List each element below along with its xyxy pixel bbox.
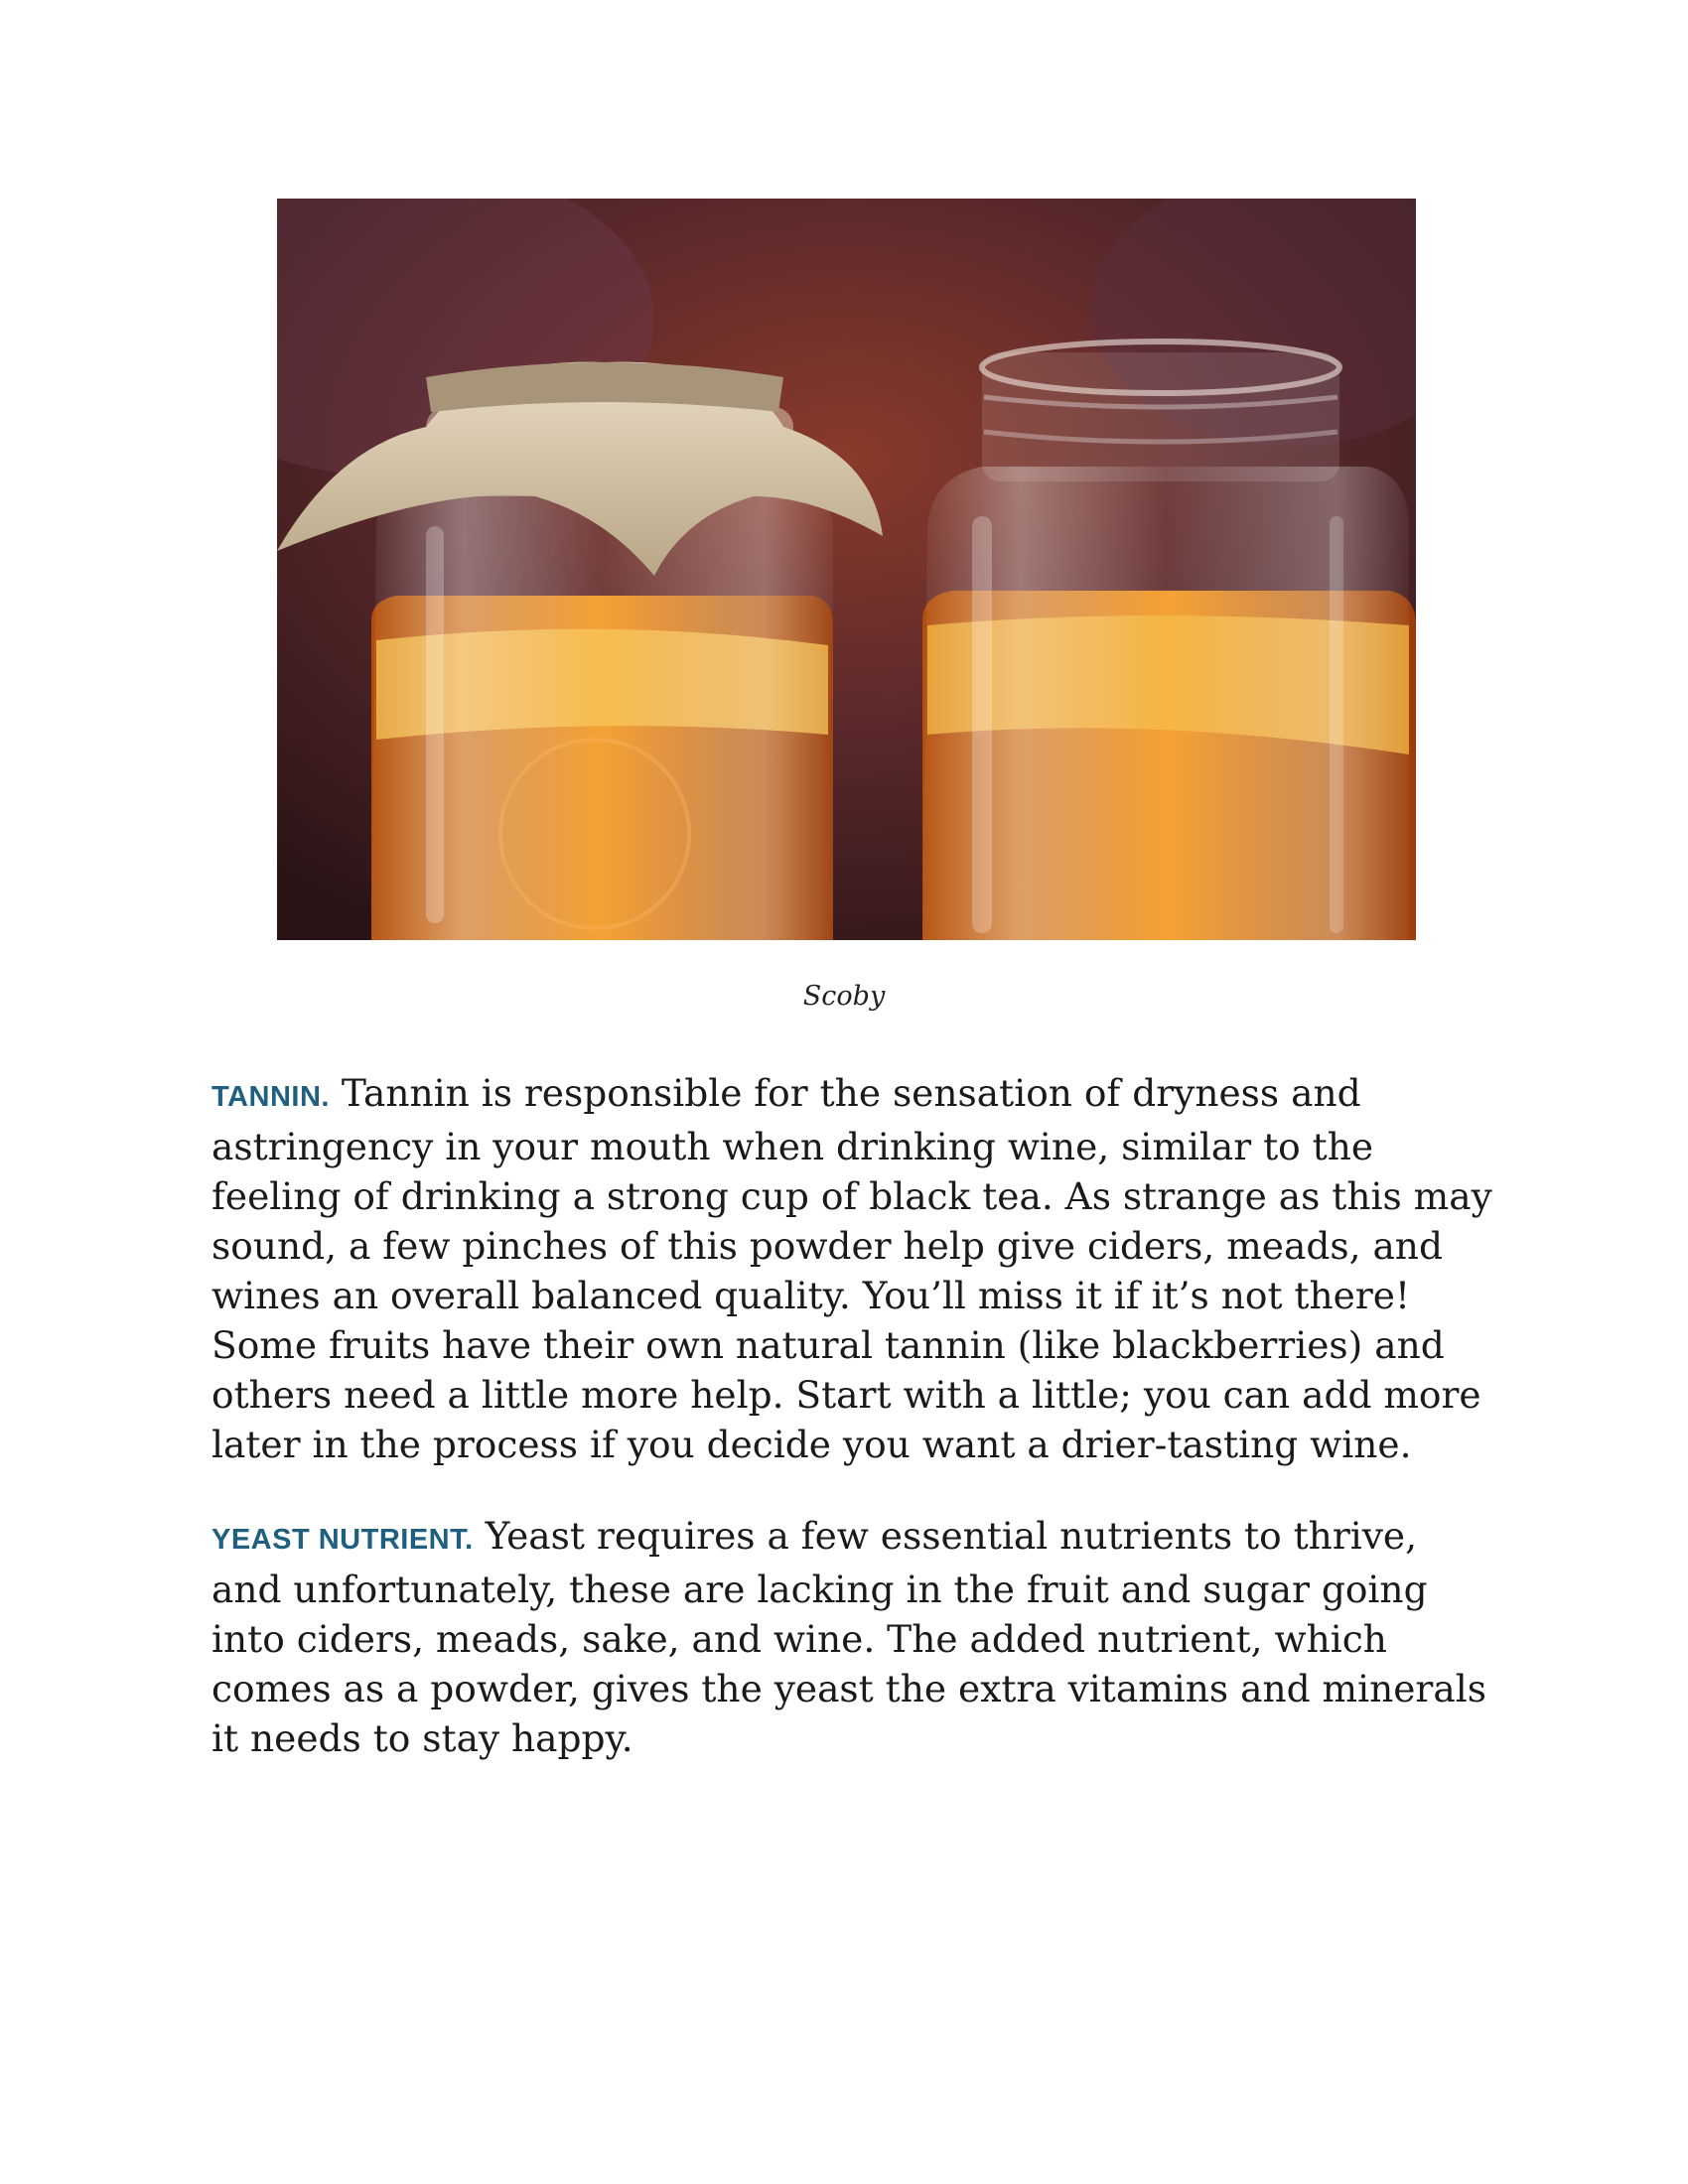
scoby-jars-photo xyxy=(277,199,1416,940)
jars-illustration xyxy=(277,199,1416,940)
tannin-description: Tannin is responsible for the sensation of dryness and astringency in your mouth when drinking wine, similar to the feeling of drinking a strong cup of black tea. As strange as this may sound, a few pinches of this powder help give ciders, meads, and wines an overall balanced quality. You’ll miss it if it’s not there! Some fruits have their own natural tannin (like blackberries) and others need a little more help. Start with a little; you can add more later in the process if you decide you want a drier-tasting wine. xyxy=(211,1071,1492,1466)
figure-caption: Scoby xyxy=(802,981,886,1012)
tannin-term: TANNIN. xyxy=(211,1081,330,1113)
yeast-nutrient-paragraph xyxy=(211,1511,1492,1763)
yeast-nutrient-description: Yeast requires a few essential nutrients to thrive, and unfortunately, these are lacking in the fruit and sugar going into ciders, meads, sake, and wine. The added nutrient, which comes as a powder, gives the yeast the extra vitamins and minerals it needs to stay happy. xyxy=(211,1514,1486,1760)
tannin-paragraph xyxy=(211,1068,1492,1469)
yeast-nutrient-term: YEAST NUTRIENT. xyxy=(211,1524,474,1556)
